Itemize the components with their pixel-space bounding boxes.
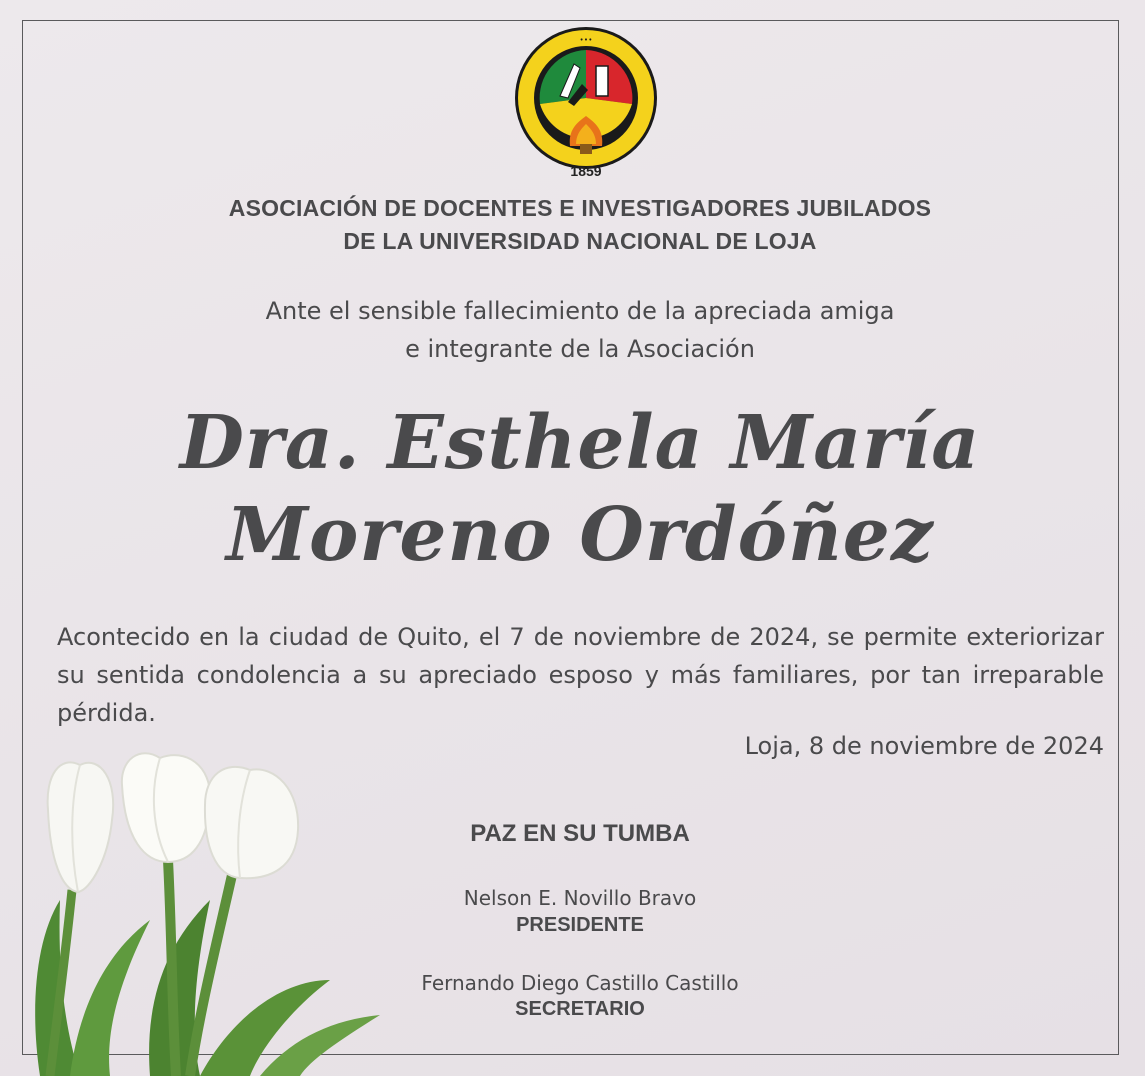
association-name-line2: DE LA UNIVERSIDAD NACIONAL DE LOJA	[343, 228, 817, 254]
closing-phrase: PAZ EN SU TUMBA	[470, 820, 690, 847]
place-and-date: Loja, 8 de noviembre de 2024	[744, 732, 1104, 760]
signatory-name: Nelson E. Novillo Bravo	[463, 886, 697, 910]
deceased-name-line2: Moreno Ordóñez	[226, 492, 934, 578]
signatory-name: Fernando Diego Castillo Castillo	[421, 971, 739, 995]
association-name-line1: ASOCIACIÓN DE DOCENTES E INVESTIGADORES JUBILADOS	[228, 195, 932, 221]
white-tulips-image	[0, 750, 400, 1076]
signatory-role: SECRETARIO	[515, 998, 645, 1020]
intro-line1: Ante el sensible fallecimiento de la apreciada amiga	[265, 297, 895, 325]
intro-line2: e integrante de la Asociación	[405, 335, 755, 363]
deceased-name-line1: Dra. Esthela María	[179, 400, 981, 486]
svg-text:• • •: • • •	[580, 37, 592, 44]
condolence-message: Acontecido en la ciudad de Quito, el 7 de noviembre de 2024, se permite exteriorizar su sentida condolencia a su apreciado esposo y más familiares, por tan irreparable pérdida.	[57, 623, 1104, 727]
university-seal-icon	[510, 24, 662, 184]
signatory-role: PRESIDENTE	[516, 914, 644, 936]
founding-year: 1859	[570, 163, 602, 179]
